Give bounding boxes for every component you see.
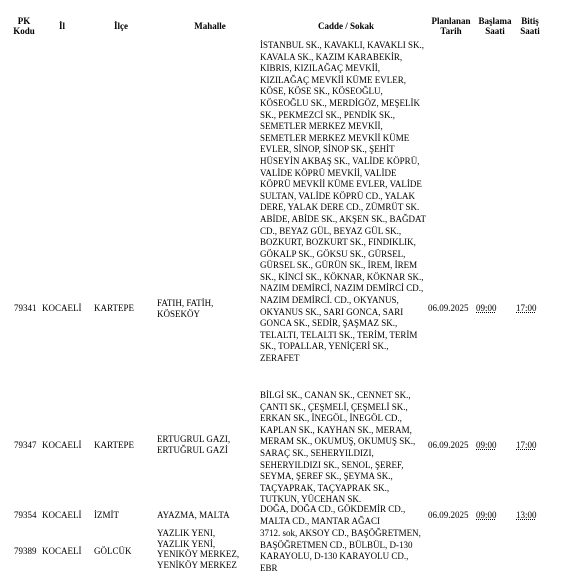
pk-kodu-cell: 79347 — [14, 440, 37, 450]
planlanan-tarih-cell: 06.09.2025 — [428, 303, 469, 313]
header-il: İl — [58, 21, 65, 31]
header-pk-kodu: PK Kodu — [13, 16, 35, 36]
bitis-saati-cell: 17:00 — [516, 303, 537, 313]
cadde-sokak-cell: İSTANBUL SK., KAVAKLI, KAVAKLI SK., KAVALA SK., KAZIM KARABEKİR, KIBRIS, KIZILAĞAÇ MEVKİİ, KIZILAĞAÇ MEVKİİ KÜME EVLER, KÖSE, KÖSE SK., KÖSEOĞLU, KÖSEOĞLU SK., MERDİGÖZ, MEŞELİK SK., PEKMEZCİ SK., PENDİK SK., SEMETLER MERKEZ MEVKİİ, SEMETLER MERKEZ MEVKİİ KÜME EVLER, SİNOP, SİNOP SK., ŞEHİT HÜSEYİN AKBAŞ SK., VALİDE KÖPRÜ, VALİDE KÖPRÜ MEVKİİ, VALİDE KÖPRÜ MEVKİİ KÜME EVLER, VALİDE SULTAN, VALİDE KÖPRÜ CD., YALAK DERE, YALAK DERE CD., ZÜMRÜT SK. ABİDE, ABİDE SK., AKŞEN SK., BAĞDAT CD., BEYAZ GÜL, BEYAZ GÜL SK., BOZKURT, BOZKURT SK., FINDIKLIK, GÖKALP SK., GÖKSU SK., GÜRSEL, GÜRSEL SK., GÜRÜN SK., İREM, İREM SK., KİNCİ SK., KÖKNAR, KÖKNAR SK., NAZIM DEMİRCİ, NAZIM DEMİRCİ CD., NAZIM DEMİRCİ. CD., OKYANUS, OKYANUS SK., SARI GONCA, SARI GONCA SK., SEDİR, ŞAŞMAZ SK., TELALTI, TELALTI SK., TERİM, TERİM SK., TOPALLAR, YENİÇERİ SK., ZERAFET — [260, 40, 426, 364]
ilce-cell: İZMİT — [94, 510, 119, 520]
il-cell: KOCAELİ — [42, 546, 82, 556]
il-cell: KOCAELİ — [42, 440, 82, 450]
planlanan-tarih-cell: 06.09.2025 — [428, 510, 469, 520]
mahalle-cell: FATIH, FATİH, KÖSEKÖY — [157, 298, 214, 319]
ilce-cell: GÖLCÜK — [94, 546, 132, 556]
cadde-sokak-cell: BİLGİ SK., CANAN SK., CENNET SK., ÇANTI SK., ÇEŞMELİ, ÇEŞMELİ SK., ERKAN SK., İNEGÖL, İNEGÖL CD., KAPLAN SK., KAYHAN SK., MERAM, MERAM SK., OKUMUŞ, OKUMUŞ SK., SARAÇ SK., SEHERYILDIZI, SEHERYILDIZI SK., SENOL, ŞEREF, SEYMA, ŞEREF SK., ŞEYMA SK., TAÇYAPRAK, TAÇYAPRAK SK., TUTKUN, YÜCEHAN SK. — [260, 390, 416, 505]
baslama-saati-cell: 09:00 — [476, 303, 497, 313]
mahalle-cell: YAZLIK YENI, YAZLIK YENİ, YENIKÖY MERKEZ, YENİKÖY MERKEZ — [157, 528, 240, 570]
ilce-cell: KARTEPE — [94, 303, 134, 313]
pk-kodu-cell: 79389 — [14, 546, 37, 556]
header-baslama-saati: Başlama Saati — [478, 16, 512, 36]
il-cell: KOCAELİ — [42, 303, 82, 313]
mahalle-cell: ERTUGRUL GAZI, ERTUĞRUL GAZİ — [157, 434, 231, 455]
pk-kodu-cell: 79354 — [14, 510, 37, 520]
il-cell: KOCAELİ — [42, 510, 82, 520]
planlanan-tarih-cell: 06.09.2025 — [428, 440, 469, 450]
header-cadde-sokak: Cadde / Sokak — [317, 21, 375, 31]
bitis-saati-cell: 17:00 — [516, 440, 537, 450]
header-ilce: İlçe — [114, 21, 128, 31]
baslama-saati-cell: 09:00 — [476, 440, 497, 450]
baslama-saati-cell: 09:00 — [476, 510, 497, 520]
mahalle-cell: AYAZMA, MALTA — [157, 510, 230, 520]
pk-kodu-cell: 79341 — [14, 303, 37, 313]
ilce-cell: KARTEPE — [94, 440, 134, 450]
cadde-sokak-cell: DOĞA, DOĞA CD., GÖKDEMİR CD., MALTA CD., MANTAR AĞACI — [260, 504, 406, 526]
header-mahalle: Mahalle — [194, 21, 226, 31]
cadde-sokak-cell: 3712. sok, AKSOY CD., BAŞÖĞRETMEN, BAŞÖĞRETMEN CD., BÜLBÜL, D-130 KARAYOLU, D-130 KARAYOLU CD., EBR — [260, 528, 421, 573]
bitis-saati-cell: 13:00 — [516, 510, 537, 520]
header-planlanan-tarih: Planlanan Tarih — [431, 16, 471, 36]
header-bitis-saati: Bitiş Saati — [520, 16, 540, 36]
